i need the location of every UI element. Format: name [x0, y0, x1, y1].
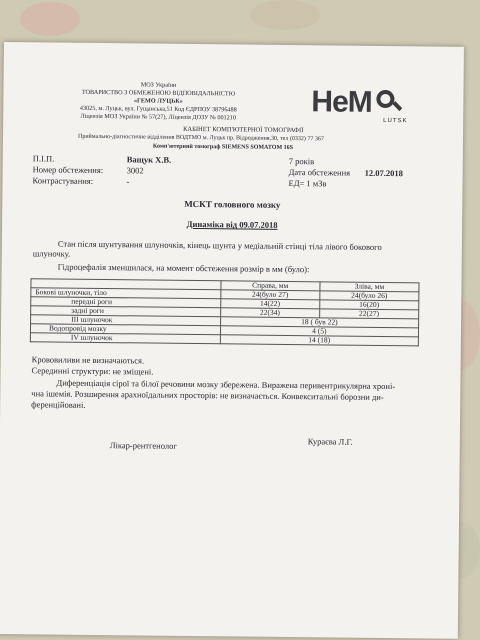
signature-name: Кураєва Л.Г. [307, 436, 353, 447]
row-right-value: 14(22) [220, 299, 319, 309]
row-label: III шлуночок [31, 315, 221, 326]
contrast-label: Контрастування: [32, 175, 94, 186]
patient-name-value: Ващук Х.В. [126, 154, 172, 165]
report-subtitle: Динаміка від 09.07.2018 [186, 218, 278, 230]
exam-date-value: 12.07.2018 [364, 167, 403, 179]
paragraph-shunt: Стан після шунтування шлуночків, кінець шунта у медіальній стінці тіла лівого бокового [57, 238, 382, 252]
background-pattern [250, 0, 320, 30]
radiation-dose: ЕД= 1 мЗв [288, 177, 327, 189]
row-label: задні роги [31, 306, 221, 317]
finding-differentiation-cont: чна ішемія. Розширення арахноїдальних просторів: не визначається. Конвекситальні борозни ди- [31, 388, 384, 402]
row-merged-value: 18 ( був 22) [220, 317, 418, 328]
paragraph-shunt-cont: шлуночку. [32, 248, 71, 259]
magnifier-handle [392, 101, 402, 111]
document-page [0, 42, 464, 639]
row-left-value: 16(20) [320, 300, 419, 310]
magnifier-icon [376, 90, 394, 108]
background-pattern [20, 2, 80, 36]
finding-differentiation-end: ференційовані. [31, 399, 86, 410]
dept-address: Приймально-діагностичне відділення ВОДТМО м. Луцьк пр. Відродження,30, тел (0332) 77 367 [77, 133, 324, 143]
header-company: ТОВАРИСТВО З ОБМЕЖЕНОЮ ВІДПОВІДАЛЬНІСТЮ [81, 88, 236, 98]
patient-age: 7 років [288, 155, 315, 167]
row-right-value: 22(34) [220, 308, 319, 318]
finding-hemorrhage: Крововиливи не визначаються. [31, 354, 145, 366]
header-license: Ліцензія МОЗ України № 57(27), Ліцензія ДОЗУ № 001210 [80, 112, 236, 122]
scanner-model: Комп'ютерний томограф SIEMENS SOMATOM 16S [152, 143, 294, 152]
row-left-value: 24(було 26) [320, 291, 419, 301]
row-left-value: 22(27) [319, 309, 418, 319]
signature-role: Лікар-рентгенолог [109, 440, 177, 451]
table-header-right: Справа, мм [221, 281, 320, 291]
company-logo: НеМ [311, 85, 372, 119]
row-label: Бокові шлуночки, тіло [31, 288, 221, 299]
row-label: передні роги [31, 297, 221, 308]
report-title: МСКТ головного мозку [184, 198, 281, 210]
header-address: 43025, м. Луцьк, вул. Гущанська,51 Код ЄДРПОУ 38796488 [79, 104, 237, 114]
finding-differentiation: Диференціація сірої та білої речовини мозку збережена. Виражена перивентрикулярна хроні- [56, 377, 396, 392]
measurements-table [30, 278, 420, 346]
dept-title: КАБІНЕТ КОМП'ЮТЕРНОЇ ТОМОГРАФІЇ [183, 125, 304, 135]
paragraph-hydrocephalus: Гідроцефалія зменшилася, на момент обстеження розмір в мм (було): [57, 261, 310, 275]
exam-number-value: 3002 [126, 165, 144, 176]
row-label: Водопровід мозку [30, 324, 220, 335]
header-ministry: МОЗ України [140, 81, 177, 89]
patient-name-label: П.І.П. [32, 153, 55, 164]
exam-date-label: Дата обстеження [288, 166, 351, 178]
exam-number-label: Номер обстеження: [32, 164, 104, 176]
row-right-value: 24(було 27) [220, 290, 319, 300]
row-label: IV шлуночок [30, 333, 220, 344]
row-merged-value: 4 (5) [220, 326, 418, 337]
contrast-value: - [126, 176, 130, 187]
logo-subtitle: LUTSK [383, 117, 408, 125]
finding-midline: Серединні структури: не зміщені. [31, 365, 154, 377]
header-company-name: «ГЕМО ЛУЦЬК» [133, 97, 183, 105]
table-header-left: Зліва, мм [320, 282, 419, 292]
row-merged-value: 14 (18) [220, 335, 418, 346]
